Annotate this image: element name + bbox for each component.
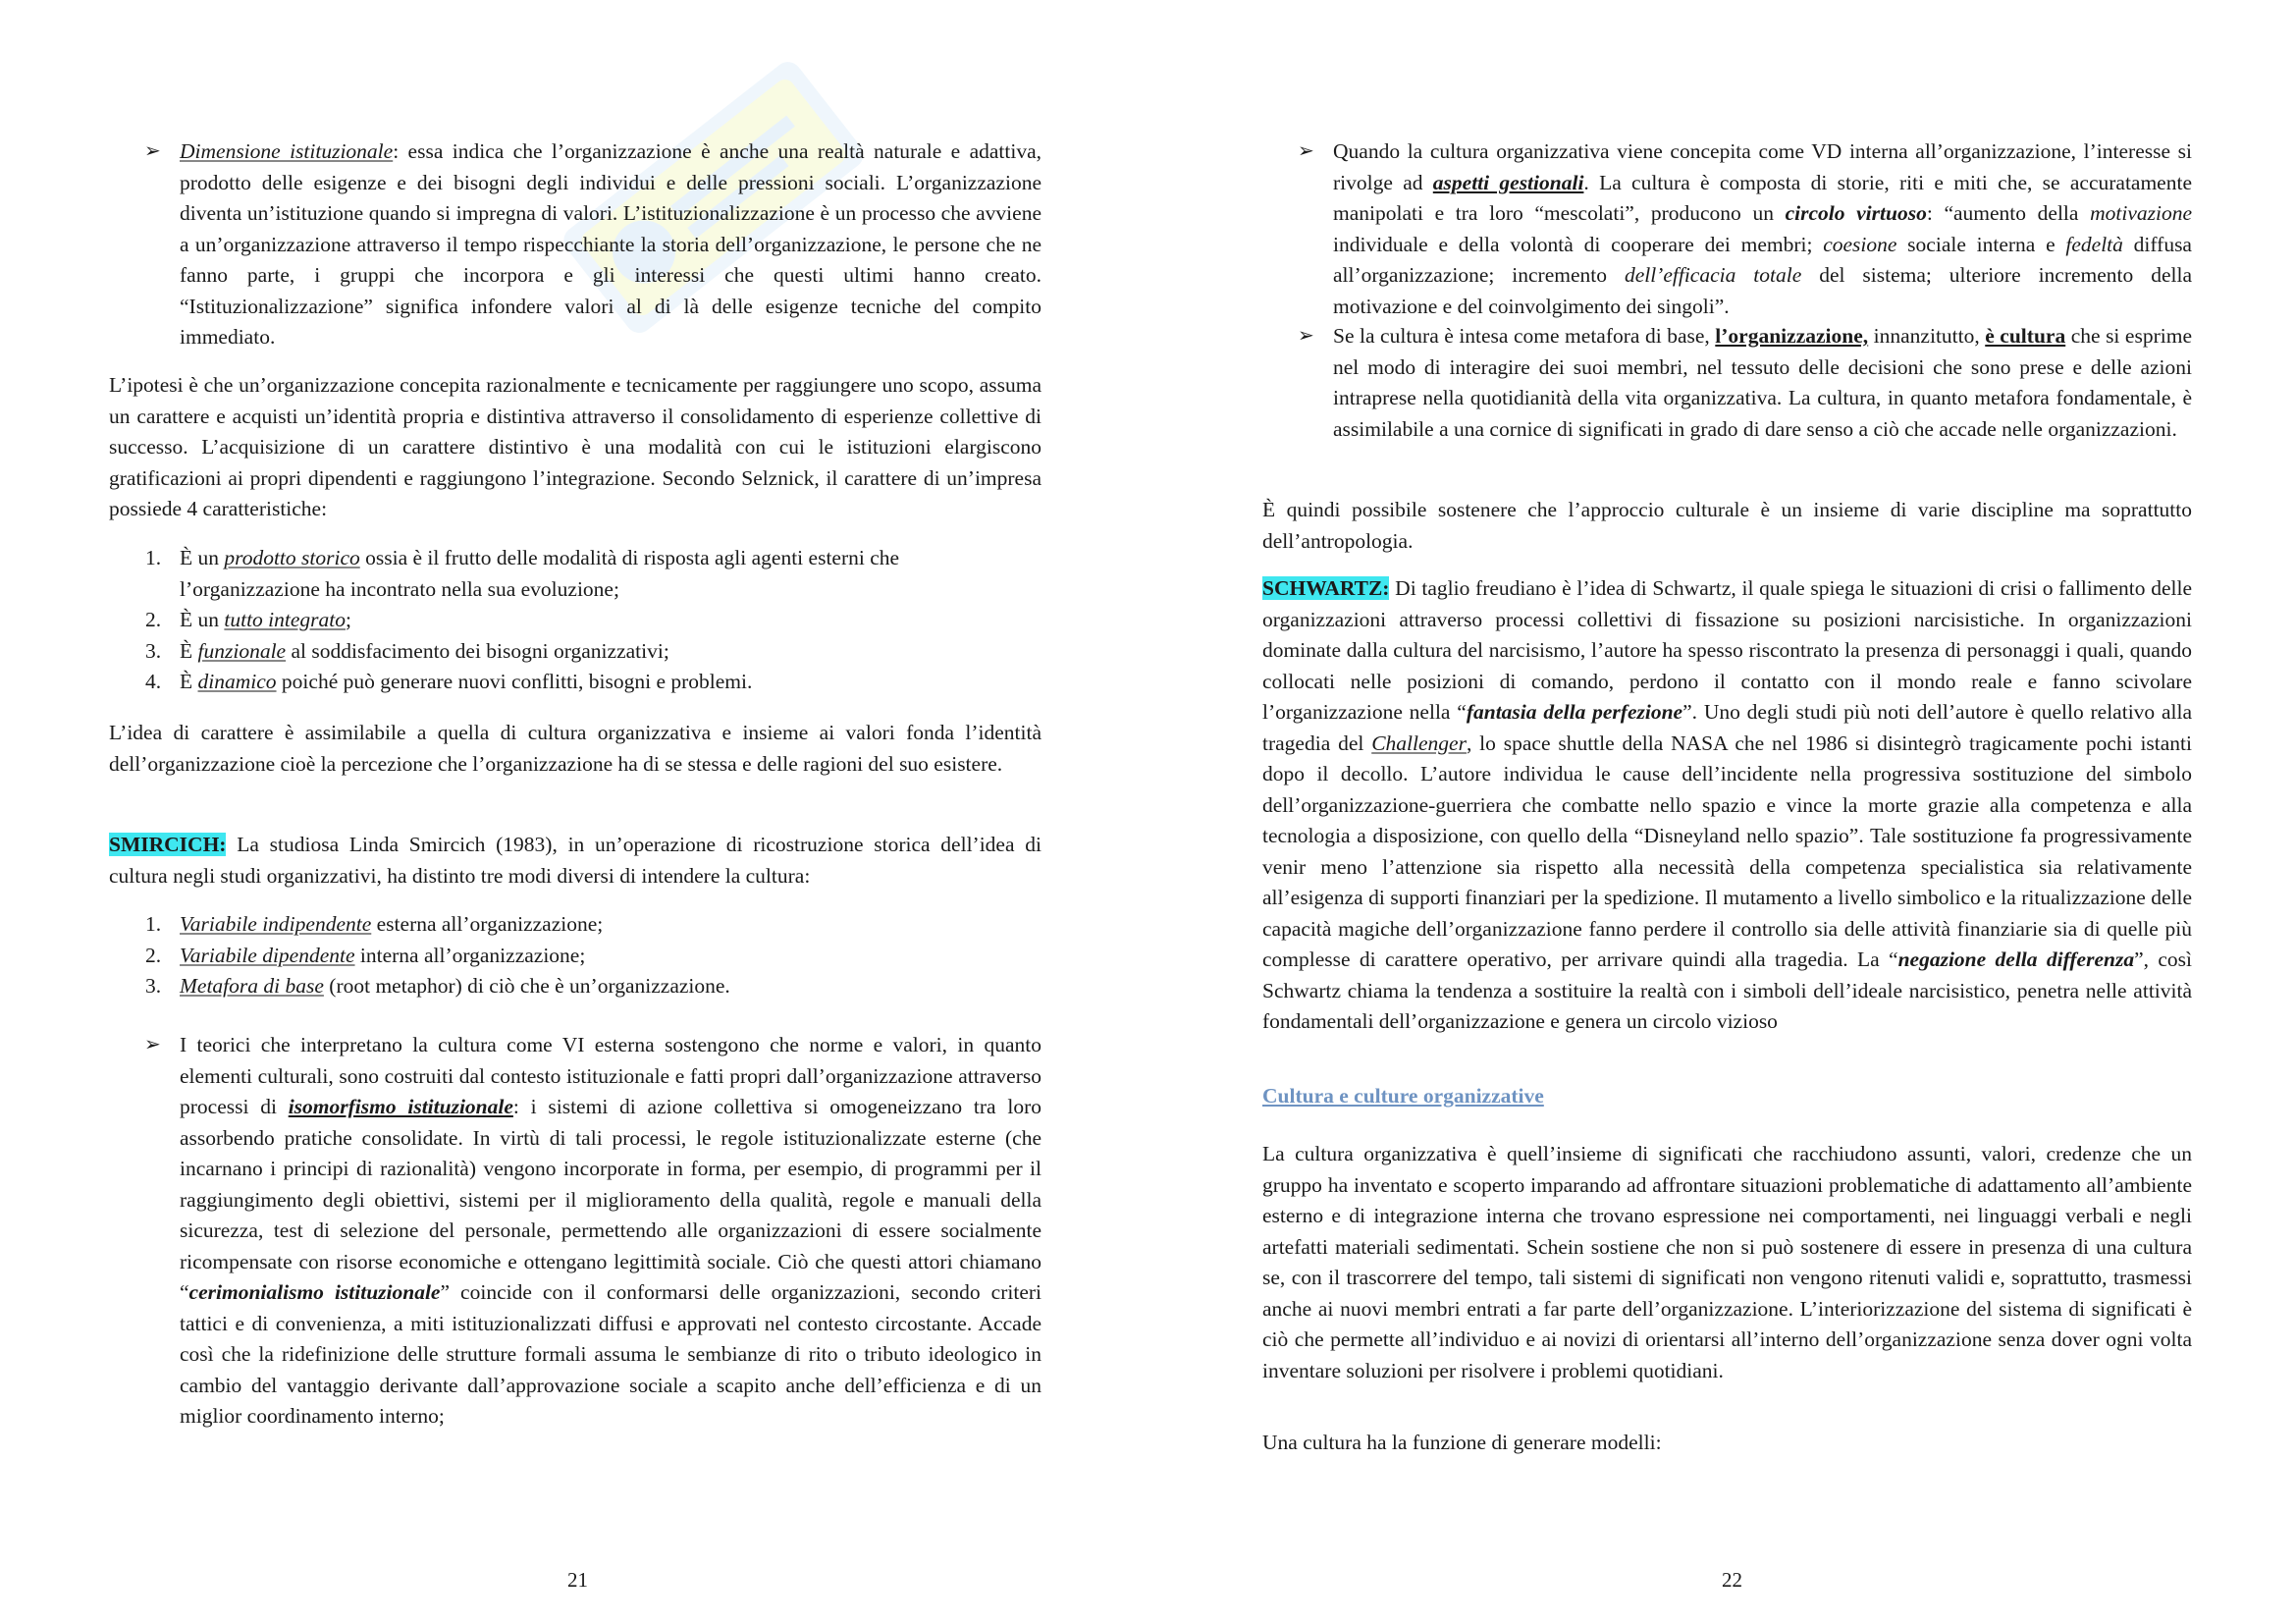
paragraph-funzione: Una cultura ha la funzione di generare modelli: xyxy=(1262,1431,1662,1454)
term-fantasia-perfezione: fantasia della perfezione xyxy=(1466,700,1683,724)
right-page xyxy=(1148,0,2296,1623)
page-number: 21 xyxy=(567,1568,588,1592)
term-aspetti-gestionali: aspetti gestionali xyxy=(1432,170,1584,194)
term-organizzazione: l’organizzazione, xyxy=(1715,324,1869,348)
term-e-cultura: è cultura xyxy=(1985,324,2066,348)
paragraph-carattere: L’idea di carattere è assimilabile a quella di cultura organizzativa e insieme ai valori fonda l’identità dell’organizzazione cioè la percezione che l’organizzazione ha di se stessa e delle ragioni del suo esistere. xyxy=(109,721,1041,776)
bullet-variabile-indipendente: ➢ I teorici che interpretano la cultura come VI esterna sostengono che norme e valori, in quanto elementi culturali, sono costruiti dal contesto istituzionale e fatti propri dall’organizzazione attraverso processi di isomorfismo istituzionale: i sistemi di azione collettiva si omogeneizzano tra loro assorbendo pratiche consolidate. In virtù di tali processi, le regole istituzionalizzate esterne (che incarnano i principi di razionalità) vengono incorporate in forma, per esempio, di programmi per il raggiungimento degli obiettivi, sistemi per il miglioramento della qualità, regole e manuali della sicurezza, test di selezione del personale, permettendo alle organizzazioni di essere socialmente ricompensate con risorse economiche e ottengano legittimità sociale. Ciò che questi attori chiamano “cerimonialismo istituzionale” coincide con il conformarsi delle organizzazioni, secondo criteri tattici e di convenienza, a miti istituzionalizzati diffusi e approvati nel contesto circostante. Accade così che la ridefinizione delle strutture formali assuma le sembianze di rito o tributo ideologico in cambio del vantaggio derivante dall’approvazione sociale a scapito anche dell’efficienza e di un miglior coordinamento interno; xyxy=(180,1030,1041,1433)
list-item: 4. È dinamico poiché può generare nuovi conflitti, bisogni e problemi. xyxy=(145,670,753,693)
list-item: 1. È un prodotto storico ossia è il frutto delle modalità di risposta agli agenti esterni che l’organizzazione ha incontrato nella sua evoluzione; xyxy=(145,546,900,601)
paragraph-schwartz: SCHWARTZ: Di taglio freudiano è l’idea di Schwartz, il quale spiega le situazioni di crisi o fallimento delle organizzazioni attraverso processi collettivi di fissazione su posizioni narcisistiche. In organizzazioni dominate dalla cultura del narcisismo, l’autore ha spesso riscontrato la presenza di personaggi i quali, quando collocati nelle posizioni di comando, perdono il contatto con il mondo reale e fanno scivolare l’organizzazione nella “fantasia della perfezione”. Uno degli studi più noti dell’autore è quello relativo alla tragedia del Challenger, lo space shuttle della NASA che nel 1986 si disintegrò tragicamente pochi istanti dopo il decollo. L’autore individua le cause dell’incidente nella progressiva sostituzione del simbolo dell’organizzazione-guerriera che combatte nello spazio e vince la morte grazie alla competenza e alla tecnologia a disposizione, con quello della “Disneyland nello spazio”. Tale sostituzione fa progressivamente venir meno l’attenzione sia rispetto alla necessità della competenza specialistica sia relativamente all’esigenza di supporti finanziari per la spedizione. Il mutamento a livello simbolico e la ritualizzazione delle capacità magiche dell’organizzazione fanno perdere il controllo sia delle attività finanziarie sia di quelle più complesse di carattere operativo, per arrivare quindi alla tragedia. La “negazione della differenza”, così Schwartz chiama la tendenza a sostituire la realtà con i simboli dell’ideale narcisistico, penetra nelle attività fondamentali dell’organizzazione e genera un circolo vizioso xyxy=(1262,576,2193,1033)
bullet-metafora-di-base: ➢ Se la cultura è intesa come metafora di base, l’organizzazione, innanzitutto, è cultura che si esprime nel modo di interagire dei suoi membri, nel tessuto delle decisioni che sono prese e delle azioni intraprese nella quotidianità della vita organizzativa. La cultura, in quanto metafora fondamentale, è assimilabile a una cornice di significati in grado di dare senso a ciò che accade nelle organizzazioni. xyxy=(1333,321,2192,445)
bullet-text: : essa indica che l’organizzazione è anche una realtà naturale e adattiva, prodotto delle esigenze e dei bisogni degli individui e delle pressioni sociali. L’organizzazione diventa un’istituzione quando si impregna di valori. L’istituzionalizzazione è un processo che avviene a un’organizzazione attraverso il tempo rispecchiante la storia dell’organizzazione, le persone che ne fanno parte, i gruppi che incorpora e gli interessi che questi ultimi hanno creato. “Istituzionalizzazione” significa infondere valori al di là delle esigenze tecniche del compito immediato. xyxy=(180,139,1041,349)
list-item: 2. È un tutto integrato; xyxy=(145,608,351,631)
paragraph-smircich: SMIRCICH: La studiosa Linda Smircich (1983), in un’operazione di ricostruzione storica dell’idea di cultura negli studi organizzativi, ha distinto tre modi diversi di intendere la cultura: xyxy=(109,833,1041,888)
bullet-arrow-icon: ➢ xyxy=(144,1034,161,1055)
bullet-dimensione-istituzionale xyxy=(144,136,1041,353)
paragraph-approccio: È quindi possibile sostenere che l’approccio culturale è un insieme di varie discipline ma soprattutto dell’antropologia. xyxy=(1262,498,2192,553)
term-challenger: Challenger xyxy=(1371,730,1467,755)
label-schwartz: SCHWARTZ: xyxy=(1262,576,1390,600)
label-smircich: SMIRCICH: xyxy=(109,833,227,856)
bullet-arrow-icon: ➢ xyxy=(1298,325,1314,347)
list-item: 3. Metafora di base (root metaphor) di ciò che è un’organizzazione. xyxy=(145,974,730,998)
term-cerimonialismo: cerimonialismo istituzionale xyxy=(188,1280,441,1304)
bullet-arrow-icon: ➢ xyxy=(1298,140,1314,162)
list-item: 1. Variabile indipendente esterna all’organizzazione; xyxy=(145,912,604,936)
term-dimensione-istituzionale: Dimensione istituzionale xyxy=(180,139,394,163)
term-negazione-differenza: negazione della differenza xyxy=(1897,947,2135,971)
bullet-variabile-dipendente: ➢ Quando la cultura organizzativa viene concepita come VD interna all’organizzazione, l’interesse si rivolge ad aspetti gestionali. La cultura è composta di storie, riti e miti che, se accuratamente manipolati e tra loro “mescolati”, producono un circolo virtuoso: “aumento della motivazione individuale e della volontà di cooperare dei membri; coesione sociale interna e fedeltà diffusa all’organizzazione; incremento dell’efficacia totale del sistema; ulteriore incremento della motivazione e del coinvolgimento dei singoli”. xyxy=(1333,136,2192,322)
list-modi-cultura xyxy=(145,909,1041,1002)
page-number: 22 xyxy=(1722,1568,1742,1592)
list-item: 3. È funzionale al soddisfacimento dei bisogni organizzativi; xyxy=(145,638,669,663)
term-circolo-virtuoso: circolo virtuoso xyxy=(1785,201,1927,225)
list-caratteristiche xyxy=(145,543,1041,698)
bullet-arrow-icon: ➢ xyxy=(144,140,161,162)
term-isomorfismo-istituzionale: isomorfismo istituzionale xyxy=(288,1095,513,1118)
list-item: 2. Variabile dipendente interna all’organizzazione; xyxy=(145,943,586,967)
paragraph-ipotesi: L’ipotesi è che un’organizzazione concepita razionalmente e tecnicamente per raggiungere uno scopo, assuma un carattere e acquisti un’identità propria e distintiva attraverso il consolidamento di esperienze collettive di successo. L’acquisizione di un carattere distintivo è una modalità con cui le istituzioni elargiscono gratificazioni ai propri dipendenti e raggiungono l’integrazione. Secondo Selznick, il carattere di un’impresa possiede 4 caratteristiche: xyxy=(109,373,1041,520)
section-heading: Cultura e culture organizzative xyxy=(1262,1084,1544,1108)
paragraph-cultura-organizzativa: La cultura organizzativa è quell’insieme di significati che racchiudono assunti, valori, credenze che un gruppo ha inventato e scoperto imparando ad affrontare situazioni problematiche di adattamento all’ambiente esterno e di integrazione interna che trovano espressione nei comportamenti, nei linguaggi verbali e negli artefatti materiali sedimentati. Schein sostiene che non si può sostenere di essere in presenza di una cultura se, con il trascorrere del tempo, tali sistemi di significati non vengono ritenuti validi e, soprattutto, trasmessi anche ai nuovi membri entrati a far parte dell’organizzazione. L’interiorizzazione del sistema di significati è ciò che permette all’individuo e ai novizi di orientarsi all’interno dell’organizzazione senza dover ogni volta inventare soluzioni per risolvere i problemi quotidiani. xyxy=(1262,1142,2192,1382)
